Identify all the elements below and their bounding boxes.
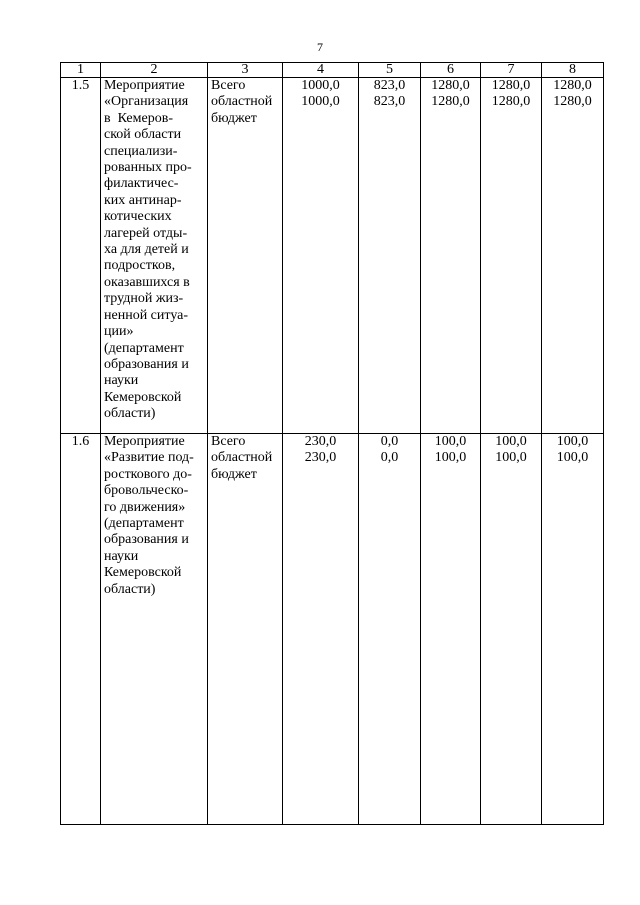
activity-name-line: Кемеровской bbox=[104, 565, 182, 581]
value-cell-col5 bbox=[359, 434, 421, 825]
header-row bbox=[61, 63, 604, 78]
activity-name-line: в Кемеров- bbox=[104, 110, 173, 126]
value-total: 823,0 bbox=[373, 78, 406, 93]
funding-source-total: Всего bbox=[211, 434, 246, 449]
value-total: 100,0 bbox=[434, 434, 467, 449]
activity-name-line: «Организация bbox=[104, 94, 189, 110]
activity-name-line: Кемеровской bbox=[104, 389, 182, 405]
activity-name-line: специализи- bbox=[104, 143, 178, 159]
header-cell: 6 bbox=[421, 63, 481, 78]
value-cell-col7 bbox=[481, 78, 542, 434]
activity-name bbox=[101, 78, 208, 434]
header-cell: 1 bbox=[61, 63, 101, 78]
value-cell-col4 bbox=[283, 434, 359, 825]
activity-name-line: области) bbox=[104, 581, 156, 597]
value-regional: 1280,0 bbox=[491, 94, 531, 110]
activity-name-line: бровольческо- bbox=[104, 483, 189, 499]
page-number: 7 bbox=[317, 40, 323, 54]
row-number: 1.5 bbox=[61, 78, 101, 434]
activity-name-line: (департамент bbox=[104, 340, 184, 356]
value-total: 100,0 bbox=[495, 434, 527, 449]
value-total: 1000,0 bbox=[301, 78, 340, 93]
activity-name-line: ской области bbox=[104, 127, 182, 143]
funding-source-regional: областной bbox=[211, 450, 273, 466]
header-cell: 7 bbox=[481, 63, 542, 78]
activity-name-line: котических bbox=[104, 209, 172, 225]
funding-source bbox=[208, 78, 283, 434]
budget-table bbox=[60, 62, 604, 825]
funding-source-total: Всего bbox=[211, 78, 246, 93]
activity-name-line: росткового до- bbox=[104, 466, 192, 482]
activity-name-line: Мероприятие bbox=[104, 434, 185, 449]
table-row bbox=[61, 434, 604, 825]
value-total: 1280,0 bbox=[553, 78, 592, 93]
activity-name-line: оказавшихся в bbox=[104, 274, 190, 290]
header-cell: 2 bbox=[101, 63, 208, 78]
value-regional: 0,0 bbox=[380, 450, 399, 466]
funding-source bbox=[208, 434, 283, 825]
value-regional: 230,0 bbox=[304, 450, 337, 466]
activity-name-line: лагерей отды- bbox=[104, 225, 188, 241]
activity-name-line: рованных про- bbox=[104, 160, 192, 176]
value-regional: 1280,0 bbox=[553, 94, 592, 110]
activity-name-line: науки bbox=[104, 548, 139, 564]
value-cell-col8 bbox=[542, 434, 604, 825]
funding-source-regional: областной bbox=[211, 94, 273, 110]
value-total: 230,0 bbox=[304, 434, 337, 449]
value-total: 0,0 bbox=[380, 434, 399, 449]
value-cell-col7 bbox=[481, 434, 542, 825]
activity-name-line: «Развитие под- bbox=[104, 450, 194, 466]
row-number: 1.6 bbox=[61, 434, 101, 825]
activity-name-line: образования и bbox=[104, 532, 189, 548]
activity-name-line: области) bbox=[104, 406, 156, 422]
activity-name-line: образования и bbox=[104, 356, 189, 372]
activity-name-line: ха для детей и bbox=[104, 242, 189, 258]
activity-name bbox=[101, 434, 208, 825]
value-total: 100,0 bbox=[556, 434, 589, 449]
table-row bbox=[61, 78, 604, 434]
value-cell-col4 bbox=[283, 78, 359, 434]
activity-name-line: науки bbox=[104, 373, 139, 389]
activity-name-line: филактичес- bbox=[104, 176, 179, 192]
funding-source-budget: бюджет bbox=[211, 466, 257, 482]
value-regional: 100,0 bbox=[556, 450, 589, 466]
value-cell-col6 bbox=[421, 78, 481, 434]
value-cell-col6 bbox=[421, 434, 481, 825]
value-total: 1280,0 bbox=[491, 78, 531, 93]
value-regional: 1000,0 bbox=[301, 94, 340, 110]
value-regional: 1280,0 bbox=[431, 94, 470, 110]
activity-name-line: Мероприятие bbox=[104, 78, 185, 93]
activity-name-line: ции» bbox=[104, 324, 134, 340]
value-regional: 823,0 bbox=[373, 94, 406, 110]
value-total: 1280,0 bbox=[431, 78, 470, 93]
activity-name-line: ких антинар- bbox=[104, 192, 182, 208]
header-cell: 8 bbox=[542, 63, 604, 78]
activity-name-line: (департамент bbox=[104, 516, 184, 532]
funding-source-budget: бюджет bbox=[211, 110, 257, 126]
activity-name-line: го движения» bbox=[104, 499, 186, 515]
header-cell: 5 bbox=[359, 63, 421, 78]
value-regional: 100,0 bbox=[495, 450, 527, 466]
activity-name-line: подростков, bbox=[104, 258, 176, 274]
value-cell-col8 bbox=[542, 78, 604, 434]
activity-name-line: ненной ситуа- bbox=[104, 307, 189, 323]
value-regional: 100,0 bbox=[434, 450, 467, 466]
header-cell: 4 bbox=[283, 63, 359, 78]
value-cell-col5 bbox=[359, 78, 421, 434]
header-cell: 3 bbox=[208, 63, 283, 78]
activity-name-line: трудной жиз- bbox=[104, 291, 184, 307]
